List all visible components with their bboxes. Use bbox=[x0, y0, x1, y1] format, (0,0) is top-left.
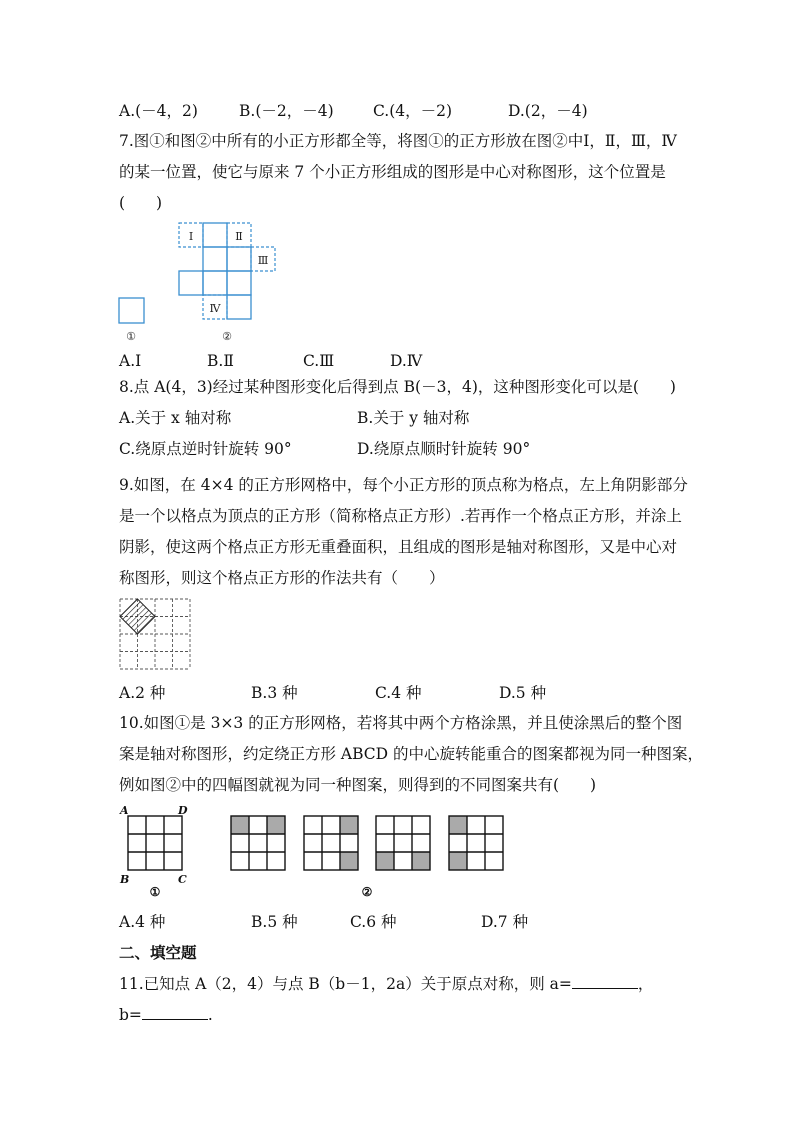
q10-fig2-pattern-3 bbox=[376, 816, 430, 870]
q11-text-line1 bbox=[119, 973, 653, 995]
q10-text-line3: 例如图②中的四幅图就视为同一种图案，则得到的不同图案共有( ) bbox=[119, 776, 597, 794]
q10-option-d: D.7 种 bbox=[481, 913, 529, 931]
q10-option-a: A.4 种 bbox=[119, 913, 166, 931]
q9-text-line3: 阴影，使这两个格点正方形无重叠面积，且组成的图形是轴对称图形，又是中心对 bbox=[119, 538, 678, 556]
q9-option-a: A.2 种 bbox=[119, 684, 166, 702]
q6-option-b: B.(－2，－4) bbox=[239, 102, 334, 120]
q9-text-line1: 9.如图，在 4×4 的正方形网格中，每个小正方形的顶点称为格点，左上角阴影部分 bbox=[119, 476, 688, 494]
q10-fig2-pattern-1 bbox=[231, 816, 285, 870]
q7-label-iii: Ⅲ bbox=[257, 254, 269, 267]
q9-option-d: D.5 种 bbox=[499, 684, 547, 702]
q7-label-i: Ⅰ bbox=[188, 230, 194, 243]
q10-fig2-pattern-4 bbox=[449, 816, 503, 870]
q10-option-c: C.6 种 bbox=[350, 913, 397, 931]
section-heading: 二、填空题 bbox=[119, 944, 197, 962]
q10-corner-a: A bbox=[120, 804, 129, 817]
q8-option-c: C.绕原点逆时针旋转 90° bbox=[119, 440, 292, 458]
q10-corner-b: B bbox=[120, 873, 130, 886]
q7-text-line3: ( ) bbox=[119, 194, 163, 212]
q10-fig1-caption: ① bbox=[149, 885, 161, 899]
q9-grid-figure bbox=[120, 599, 192, 671]
q11-blank-b[interactable] bbox=[142, 1005, 208, 1020]
q9-text-line2: 是一个以格点为顶点的正方形（简称格点正方形）.若再作一个格点正方形，并涂上 bbox=[119, 507, 682, 525]
q8-text-line1: 8.点 A(4，3)经过某种图形变化后得到点 B(－3，4)，这种图形变化可以是( ) bbox=[119, 378, 676, 396]
q7-label-ii: Ⅱ bbox=[235, 230, 243, 243]
q11-text-a: 11.已知点 A（2，4）与点 B（b－1，2a）关于原点对称，则 a= bbox=[119, 975, 572, 993]
q7-label-iv: Ⅳ bbox=[209, 302, 221, 315]
q7-fig2-caption: ② bbox=[222, 330, 232, 343]
q11-text-comma: ， bbox=[637, 975, 654, 993]
q7-text-line1: 7.图①和图②中所有的小正方形都全等，将图①的正方形放在图②中Ⅰ，Ⅱ，Ⅲ，Ⅳ bbox=[119, 132, 677, 150]
q11-text-b: b= bbox=[119, 1006, 142, 1024]
q9-option-c: C.4 种 bbox=[375, 684, 422, 702]
q10-option-b: B.5 种 bbox=[251, 913, 298, 931]
q9-text-line4: 称图形，则这个格点正方形的作法共有（ ） bbox=[119, 569, 445, 587]
q10-fig1-grid bbox=[128, 816, 182, 870]
q9-shaded-square bbox=[120, 599, 155, 634]
q6-option-c: C.(4，－2) bbox=[373, 102, 453, 120]
q8-option-a: A.关于 x 轴对称 bbox=[119, 409, 232, 427]
q7-option-c: C.Ⅲ bbox=[303, 352, 335, 370]
q11-text-line2 bbox=[119, 1004, 213, 1026]
q7-option-a: A.Ⅰ bbox=[119, 352, 142, 370]
q8-option-b: B.关于 y 轴对称 bbox=[357, 409, 470, 427]
q7-fig1-square bbox=[119, 298, 144, 323]
q8-option-d: D.绕原点顺时针旋转 90° bbox=[357, 440, 531, 458]
q11-blank-a[interactable] bbox=[572, 974, 638, 989]
q6-option-d: D.(2，－4) bbox=[508, 102, 588, 120]
q7-text-line2: 的某一位置，使它与原来 7 个小正方形组成的图形是中心对称图形，这个位置是 bbox=[119, 163, 666, 181]
q10-corner-d: D bbox=[178, 804, 188, 817]
q11-text-period: . bbox=[207, 1006, 213, 1024]
q6-option-a: A.(－4，2) bbox=[119, 102, 198, 120]
q10-corner-c: C bbox=[178, 873, 187, 886]
q7-option-b: B.Ⅱ bbox=[207, 352, 234, 370]
q7-figure bbox=[115, 218, 285, 346]
q10-fig2-caption: ② bbox=[361, 885, 373, 899]
q10-text-line2: 案是轴对称图形，约定绕正方形 ABCD 的中心旋转能重合的图案都视为同一种图案， bbox=[119, 745, 704, 763]
q10-fig2-pattern-2 bbox=[304, 816, 358, 870]
q9-option-b: B.3 种 bbox=[251, 684, 298, 702]
q7-fig1-caption: ① bbox=[126, 330, 136, 343]
q10-figures bbox=[118, 803, 518, 903]
q7-option-d: D.Ⅳ bbox=[390, 352, 423, 370]
q10-text-line1: 10.如图①是 3×3 的正方形网格，若将其中两个方格涂黑，并且使涂黑后的整个图 bbox=[119, 714, 683, 732]
